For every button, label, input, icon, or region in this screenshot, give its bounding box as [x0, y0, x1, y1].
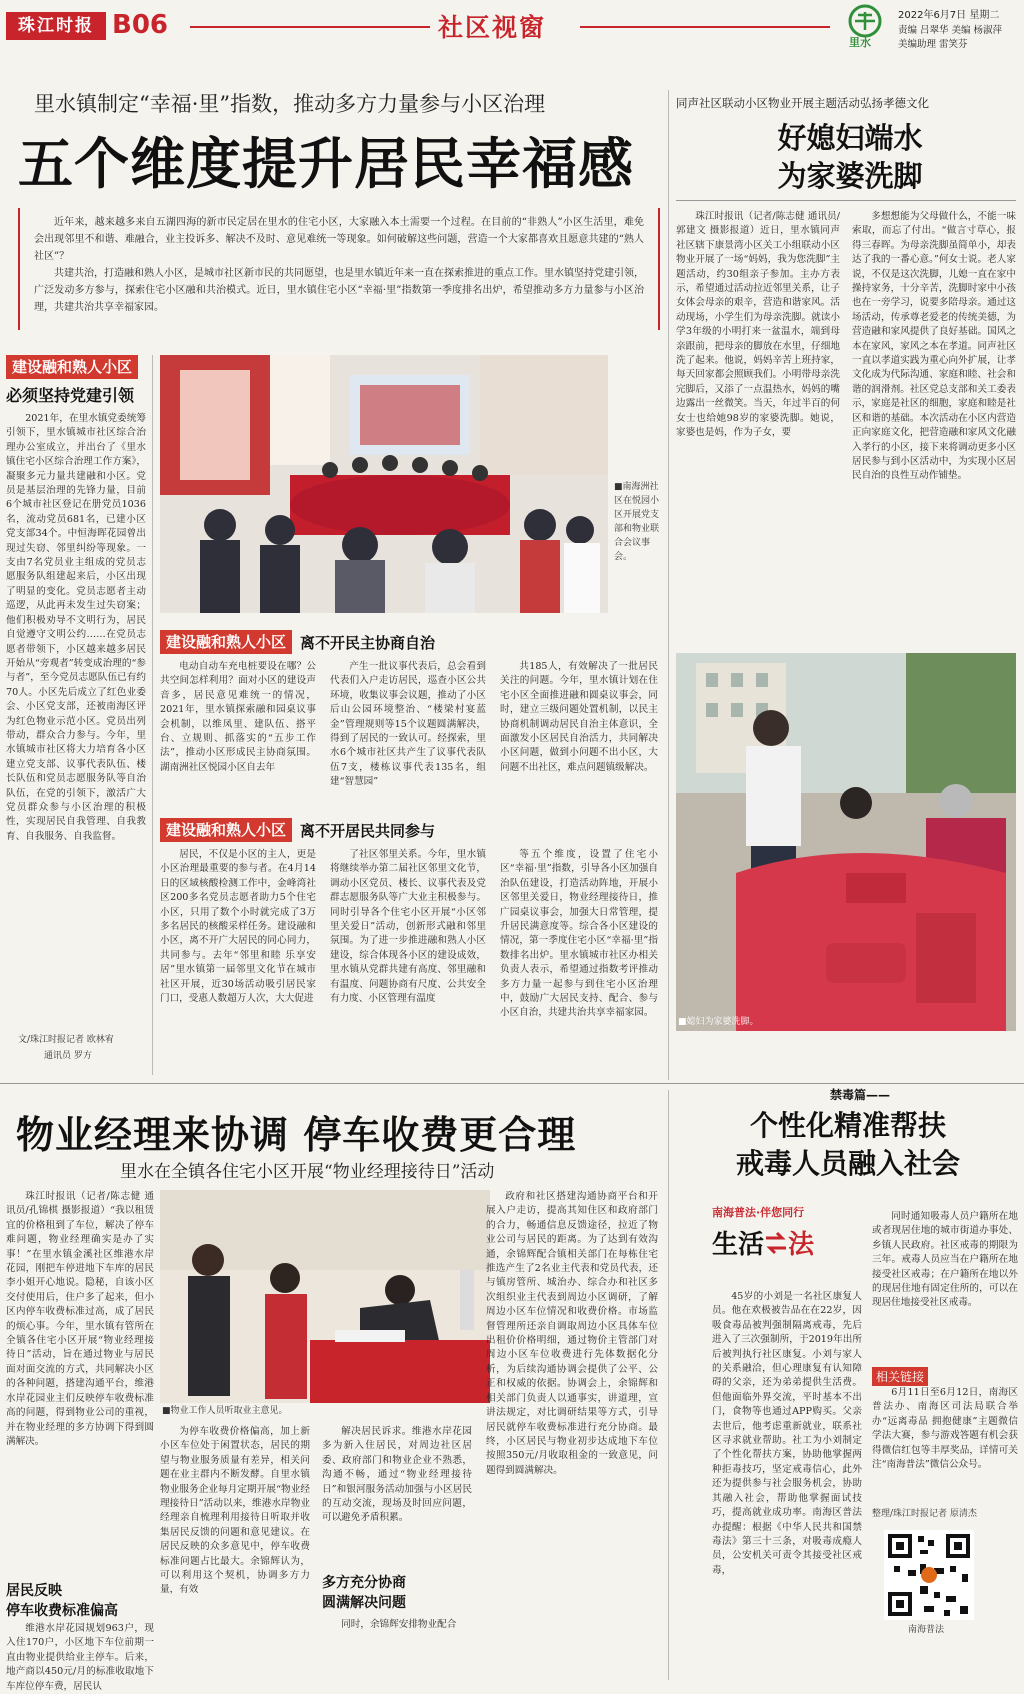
article4-byline: 整理/珠江时报记者 原清杰 — [872, 1509, 977, 1519]
divider — [152, 355, 153, 1075]
page-number: B06 — [112, 10, 168, 40]
article3-sub2b: 圆满解决问题 — [322, 1595, 406, 1611]
sec3-col3: 等五个维度，设置了住宅小区“幸福·里”指数，引导各小区加强自治队伍建设，打造活动阵地，开展小区邻里关爱日，物业经理接待日，推广园桌议事会，加强大日常管理，提升居民满意度等。综合各小区建设的情况，第一季度住宅小区“幸福·里”指数排名出炉。里水镇城市社区办相关负责人表示，希望通过指数考评推动多方力量一起参与到住宅小区治理中，鼓励广大居民支持、配合、参与小区自治，共建共治共享幸福家园。 — [500, 849, 658, 1019]
lishui-logo-icon: 里水 — [843, 4, 887, 48]
law-banner-top: 南海普法·伴您同行 — [712, 1206, 805, 1219]
qr-code-icon[interactable] — [884, 1530, 974, 1620]
masthead-rule-left — [190, 26, 430, 28]
section-name: 社区视窗 — [438, 13, 547, 42]
sec3-col2: 了社区邻里关系。今年，里水镇将继续举办第二届社区邻里文化节，调动小区党员、楼长、议事代表及党群志愿服务队等广大业主积极参与。同时引导各个住宅小区开展“小区邻里关爱日”活动，创新形式融和邻里氛围。为了进一步推进融和熟人小区建设，综合体现各小区的建设成效，里水镇从党群共建有高度、邻里融和有温度、问题协商有尺度、公共安全有力度、小区管理有温度 — [330, 849, 486, 1005]
article1-headline: 五个维度提升居民幸福感 — [18, 131, 635, 196]
article3-sub1: 居民反映 — [6, 1583, 62, 1599]
article2-col2: 多想想能为父母做什么，不能一味索取，而忘了付出。“做言寸草心，报得三春晖。为母亲洗脚虽简单小，却表达了我的一番心意。”何女士说。老人家说，不仅是这次洗脚，儿媳一直在家中操持家务，十分辛苦，洗脚时家中小孩也在一旁学习，说要多陪母亲。通过这场活动，传承尊老爱老的传统美德，为营造融和家风提供了良好基础。国风之本在家风，家风之本在孝道。同声社区一直以孝道实践为重心向外扩展，让孝文化成为代际沟通、家庭和睦、社会和谐的润滑剂。社区党总支部和关工委表示，家庭是社区的细胞，家庭和睦是社区和谐的基础。本次活动在小区内营造正向家庭文化，把营造融和家风文化融入孝行的小区，接下来将调动更多小区居民参与到小区活动中，为实现小区居民自治的良性互动作铺垫。 — [852, 211, 1016, 482]
article4-col1: 45岁的小刘是一名社区康复人员。他在欢极被告品在在22岁，因吸食毒品被判强制隔离戒毒，先后进入了三次强制所，于2019年出所后被判执行社区康复。小刘与家人的关系融洽，但心理康复有认知障碍的父亲，还为弟弟提供生活费。但他面临外界交流，平时基本不出门，食物等也通过APP购买。父亲去世后，他考虑重新就业，联系社区寻求就业帮助。社工为小刘制定了个性化帮扶方案，协助他掌握两种拒毒技巧，坚定戒毒信心，此外还为提供参与社会服务机会，协助其融入社会，帮助他掌握面试技巧，提高就业成功率。南海区普法办提醒：根据《中华人民共和国禁毒法》第三十三条，对吸毒成瘾人员，公安机关可责令其接受社区戒毒， — [712, 1291, 862, 1576]
lead-paragraph-1: 近年来，越来越多来自五湖四海的新市民定居在里水的住宅小区，大家融入本土需要一个过程。在目前的“非熟人”小区生活里，难免会出现邻里不和谐、难融合，业主投诉多、解决不及时、意见难统一等现象。如何破解这些问题，营造一个大家都喜欢且愿意共建的“熟人社区”？ — [34, 217, 644, 262]
sec2-col2: 产生一批议事代表后，总会看到代表们入户走访居民，巡查小区公共环境，收集议事会议题，推动了小区后山公园环境整治、“楼梁村宴蓝金”管理规则等15个议题圆满解决，得到了居民的一致认可。经探索，里水6个城市社区共产生了议事代表队伍7支，楼栋议事代表135名，组建“智慧园” — [330, 661, 486, 788]
article3-col1b: 维港水岸花园规划963户，现入住170户，小区地下车位前期一直由物业提供给业主停车。后来，地产商以450元/月的标准收取地下车库位停车费，居民认 — [6, 1623, 154, 1692]
article2-col1: 珠江时报讯（记者/陈志健 通讯员/郭建文 摄影报道）近日，里水镇同声社区辖下康景湾小区关工小组联动小区物业开展了一场“妈妈，我为您洗脚”主题活动，约30组亲子参加。主办方表示，希望通过活动拉近邻里关系，让子女体会母亲的艰辛，营造和谐家风。活动现场，小学生们为母亲洗脚。就读小学3年级的小明打来一盆温水，端到母亲跟前，把母亲的脚放在水里，仔细地洗了起来。他说，妈妈辛苦上班持家，每天回家都会照顾我们。小明带母亲洗完脚后，又添了一点温热水，妈妈的嘴边露出一丝微笑。当天，年过半百的何女士也给她98岁的家婆洗脚。她说，家婆也是妈，作为子女，要 — [676, 211, 840, 439]
sec2-title: 离不开民主协商自治 — [300, 633, 436, 652]
related-link-text: 6月11日至6月12日，南海区普法办、南海区司法局联合举办“远离毒品 拥抱健康”主题微信学法大赛，参与游戏答题有机会获得微信红包等丰厚奖品，详情可关注“南海普法”微信公众号。 — [872, 1387, 1018, 1471]
article4-kicker: 禁毒篇—— — [830, 1088, 891, 1102]
property-photo — [160, 1190, 490, 1403]
divider — [668, 1090, 669, 1680]
sec1-head — [6, 355, 138, 379]
meeting-photo-caption: ■南海洲社区在悦园小区开展党支部和物业联合会议事会。 — [614, 482, 660, 562]
property-photo-caption: ■物业工作人员听取业主意见。 — [162, 1406, 288, 1416]
sec2-col1: 电动自动车充电桩要设在哪？公共空间怎样利用？面对小区的建设声音多，居民意见难统一的情况，2021年，里水镇探索融和园桌议事会机制，以维凤里、建队伍、搭平台、立规则、抓落实的“五步工作法”，推动小区形成民主协商氛围。湖南洲社区悦园小区自去年 — [160, 661, 316, 773]
article4-headline-1: 个性化精准帮扶 — [749, 1109, 946, 1142]
related-link-tag: 相关链接 — [872, 1367, 928, 1386]
byline1: 文/珠江时报记者 欧林宥 — [18, 1035, 114, 1045]
article2-headline-1: 好媳妇端水 — [777, 121, 923, 155]
article3-kicker: 里水在全镇各住宅小区开展“物业经理接待日”活动 — [120, 1162, 495, 1182]
editors-line-1: 责编 吕翠华 美编 杨淑萍 — [898, 25, 1003, 36]
lead-paragraph-2: 共建共治，打造融和熟人小区，是城市社区新市民的共同愿望，也是里水镇近年来一直在探索推进的重点工作。里水镇坚持党建引领，广泛发动多方参与，探索住宅小区融和共治模式。近日，里水镇住宅小区“幸福·里”指数第一季度排名出炉，希望推动多方力量参与小区治理，共建共治共享幸福家园。 — [34, 268, 644, 313]
article3-sub2: 多方充分协商 — [322, 1575, 406, 1591]
issue-date: 2022年6月7日 星期二 — [898, 10, 1000, 21]
qr-caption: 南海普法 — [908, 1625, 945, 1635]
law-banner — [712, 1204, 852, 1284]
article3-col2c: 同时，余锦辉安排物业配合 — [341, 1619, 457, 1630]
article3-headline: 物业经理来协调 停车收费更合理 — [16, 1112, 577, 1157]
footwash-photo — [676, 653, 1016, 1031]
paper-name-logo: 珠江时报 — [6, 12, 106, 40]
arrows-icon — [764, 1230, 788, 1256]
article3-col3: 政府和社区搭建沟通协商平台和开展入户走访，提高其知住区和政府部门的合力，畅通信息反馈途径，拉近了物业公司与居民的距离。为了达到有效沟通，余锦辉配合镇相关部门在每栋住宅推选产生了2名业主代表和党员代表，还与镇房管所、城治办、综合办和社区多次组织业主代表到周边小区调研，了解周边小区车位情况和收费价格。市场监督管理所还亲自调取周边小区具体车位出租价价格明细，通过物价主管部门对周边小区车位收费进行先体数据化分析，为后续沟通协调会提供了公平、公正和权威的依据。协调会上，余锦辉和相关部门负责人以通事实，讲道理，宣讲法规定，对比调研结果等方式，引导居民就停车收费标准进行充分协商。最终，小区居民与物业初步达成地下车位按照350元/月收取租金的一致意见，问题得到圆满解决。 — [486, 1191, 658, 1476]
article4-col2: 同时通知吸毒人员户籍所在地或者现居住地的城市街道办事处、乡镇人民政府。社区戒毒的期限为三年。戒毒人员应当在户籍所在地接受社区戒毒；在户籍所在地以外的现居住地有固定住所的，可以在现居住地接受社区戒毒。 — [872, 1211, 1018, 1309]
article2-headline-2: 为家婆洗脚 — [777, 159, 923, 193]
divider — [668, 90, 669, 1080]
sec1-text: 2021年，在里水镇党委统筹引领下，里水镇城市社区综合治理办公室成立，并出台了《里水镇住宅小区综合治理工作方案》，凝聚多元力量共建融和小区。党员是基层治理的先锋力量，目前6个城市社区登记在册党员1036名，流动党员681名，已建小区党支部34个。中恒海晖花园曾出现过失窃、邻里纠纷等现象。一支由7名党员业主组成的党员志愿服务队组建起来后，小区出现了明显的变化。党员志愿者主动巡逻，从此再未发生过失窃案；他们积极劝导不文明行为，居民自觉遵守文明公约……在党员志愿者带领下，小区越来越多居民开始从“旁观者”转变成治理的“参与者”，至今党员志愿队伍已有约70人。小区先后成立了红色业委会、小区党支部，还被南海区评为红色物业示范小区。党员出列带动，群众合力参与。今年，里水镇城市社区将大力培育各小区建立党支部、议事代表队伍、楼长队伍和党员志愿服务队等自治队伍，在党的引领下，激活广大党员群众参与小区治理的积极性，实现居民自我管理、自我教育、自我服务、自我监督。 — [6, 413, 146, 842]
article3-col2b: 解决居民诉求。维港水岸花园多为新入住居民，对周边社区居委、政府部门和物业企业不熟悉，沟通不畅，通过“物业经理接待日”和银河服务活动加强与小区居民的互动交流，现场及时回应问题，可以避免矛盾积累。 — [322, 1426, 472, 1524]
article4-headline-2: 戒毒人员融入社会 — [735, 1147, 960, 1180]
divider — [676, 200, 1016, 201]
footwash-photo-caption: ■媳妇为家婆洗脚。 — [678, 1017, 759, 1027]
article3-col1: 珠江时报讯（记者/陈志健 通讯员/孔锦棋 摄影报道）“我以租赁宜的价格租到了车位，解决了停车难问题，物业经理确实是办了实事！”在里水镇金溪社区维港水岸花园，刚把车停进地下车库的居民李小姐开心地说。隐秘，自该小区交付使用后，住户多了起来，但小区内停车收费标准过高，成了居民的烦心事。今年，里水镇有管所在全镇各住宅小区开展“物业经理接待日”活动，旨在通过物业与居民面对面交流的方式，共同解决小区的各种问题，搭建沟通平台，维港水岸花园业主们反映停车收费标准高的问题，得到物业公司的重视，并在物业经理的多方协调下得到圆满解决。 — [6, 1191, 154, 1447]
article1-lead-box — [18, 208, 660, 330]
sec2-head — [160, 630, 435, 654]
editors-line-2: 美编助理 雷笑芬 — [898, 39, 968, 50]
sec1-title: 必须坚持党建引领 — [6, 386, 135, 405]
byline2: 通讯员 罗方 — [44, 1051, 92, 1061]
sec2-col3: 共185人，有效解决了一批居民关注的问题。今年，里水镇计划在住宅小区全面推进融和圆桌议事会，同时，建立三级问题处置机制，以民主协商机制调动居民自治主体意识，全面激发小区居民自治活力，共同解决小区问题，做到小问题不出小区，大问题不出社区，难点问题镇级解决。 — [500, 661, 658, 773]
masthead-rule-right — [580, 26, 830, 28]
article3-col2: 为停车收费价格偏高，加上新小区车位处于闲置状态，居民的期望与物业服务质量有差异，相关问题在业主群内不断发酵。自里水镇物业服务企业每月定期开展“物业经理接待日”活动以来，维港水岸物业经理亲自梳理利用接待日听取并收集居民反馈的问题和意见建议。在居民反映的众多意见中，停车收费标准问题占比最大。余锦辉认为，可以利用这个契机，协调多方力量，有效 — [160, 1426, 310, 1596]
masthead — [0, 0, 1024, 48]
sec1-tag: 建设融和熟人小区 — [6, 355, 138, 379]
sec3-col1: 居民，不仅是小区的主人，更是小区治理最重要的参与者。在4月14日的区域核酸检测工作中，金峰湾社区200多名党员志愿者助力5个住宅小区，只用了数个小时就完成了3万多名居民的核酸采样任务。建设融和小区，离不开广大居民的同心同力，共同参与。去年“邻里和睦 乐享安居”里水镇第一届邻里文化节在城市社区开展，近30场活动吸引居民家门口，受惠人数超万人次，大大促进 — [160, 849, 316, 1005]
sec2-tag: 建设融和熟人小区 — [160, 630, 292, 654]
divider — [0, 1083, 1024, 1084]
article3-sub1b: 停车收费标准偏高 — [6, 1603, 118, 1619]
sec3-tag: 建设融和熟人小区 — [160, 818, 292, 842]
sec3-title: 离不开居民共同参与 — [300, 821, 436, 840]
law-banner-main-2: 法 — [788, 1230, 815, 1260]
article1-kicker: 里水镇制定“幸福·里”指数，推动多方力量参与小区治理 — [34, 92, 546, 116]
article2-kicker: 同声社区联动小区物业开展主题活动弘扬孝德文化 — [676, 96, 929, 110]
sec3-head — [160, 818, 435, 842]
meeting-photo — [160, 355, 608, 613]
law-banner-main-1: 生活 — [712, 1230, 765, 1260]
